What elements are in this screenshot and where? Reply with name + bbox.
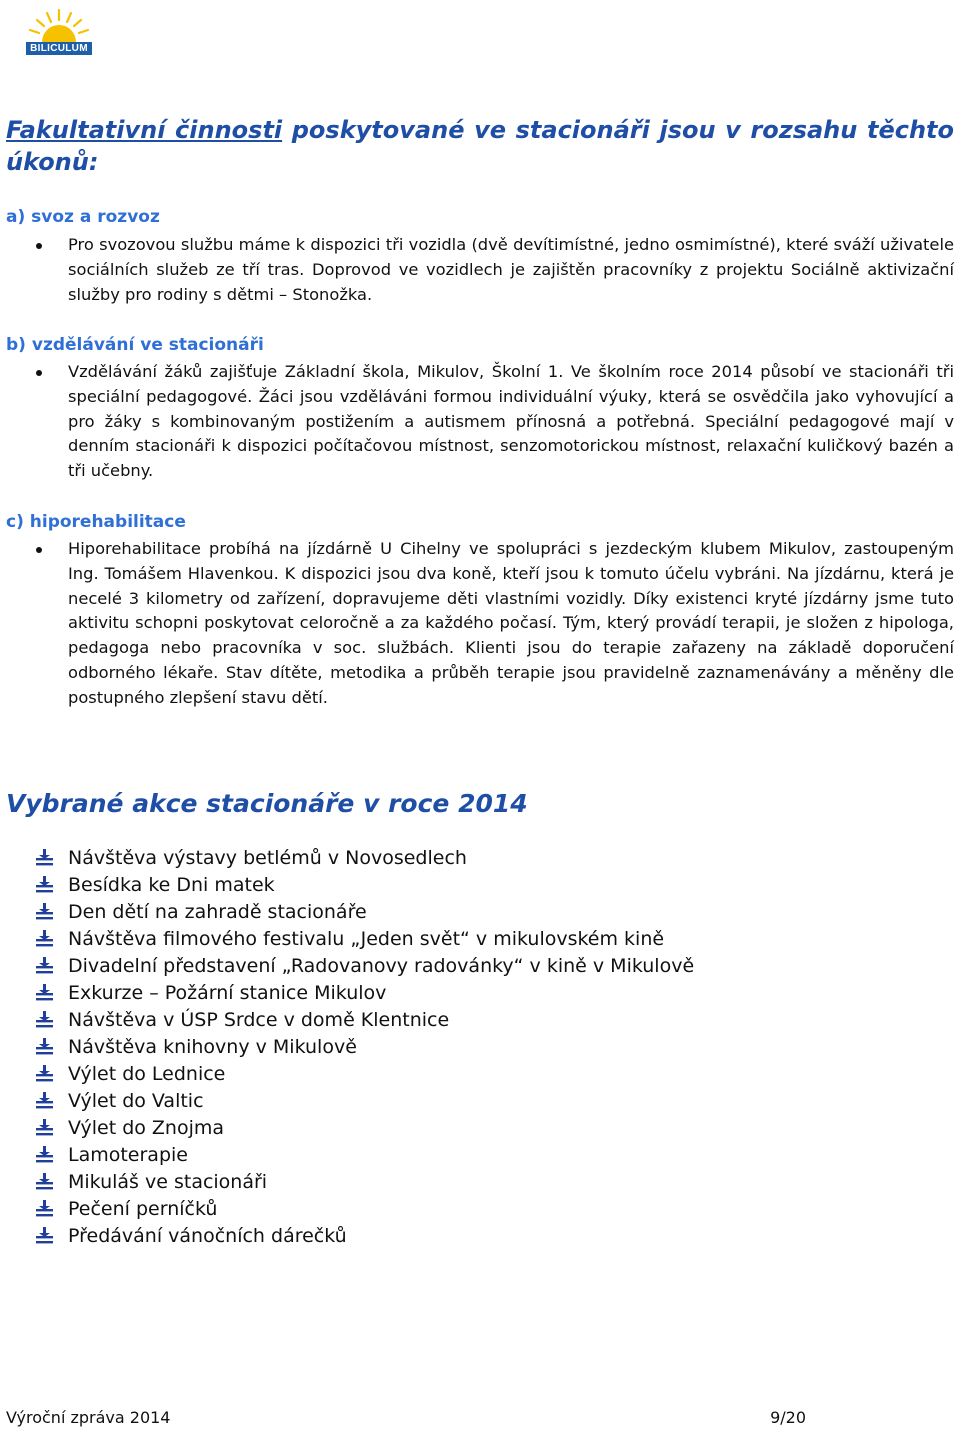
bullet-dot-icon	[36, 243, 42, 249]
arrow-bullet-icon	[36, 849, 53, 867]
arrow-bullet-icon	[36, 1173, 53, 1191]
event-label: Exkurze – Požární stanice Mikulov	[68, 982, 387, 1004]
list-item	[36, 1007, 694, 1034]
arrow-bullet-icon	[36, 930, 53, 948]
event-label: Den dětí na zahradě stacionáře	[68, 901, 367, 923]
event-label: Výlet do Valtic	[68, 1090, 204, 1112]
page-number: 9/20	[770, 1408, 806, 1427]
list-item	[36, 953, 694, 980]
event-label: Lamoterapie	[68, 1144, 188, 1166]
list-item	[36, 1115, 694, 1142]
bullet-paragraph-hiporehabilitace	[68, 537, 954, 711]
arrow-bullet-icon	[36, 1146, 53, 1164]
page-title	[6, 114, 954, 178]
section-heading-vzdelavani: b) vzdělávání ve stacionáři	[6, 335, 264, 355]
title-underlined-part: Fakultativní činnosti	[6, 116, 283, 144]
event-label: Návštěva výstavy betlémů v Novosedlech	[68, 847, 467, 869]
arrow-bullet-icon	[36, 957, 53, 975]
list-item	[36, 872, 694, 899]
event-label: Besídka ke Dni matek	[68, 874, 275, 896]
bullet-paragraph-svoz	[68, 233, 954, 307]
event-label: Výlet do Znojma	[68, 1117, 225, 1139]
event-label: Výlet do Lednice	[68, 1063, 226, 1085]
arrow-bullet-icon	[36, 1092, 53, 1110]
bullet-paragraph-vzdelavani	[68, 360, 954, 484]
footer-report-title: Výroční zpráva 2014	[6, 1408, 171, 1427]
list-item	[36, 1088, 694, 1115]
list-item	[36, 980, 694, 1007]
bullet-dot-icon	[36, 370, 42, 376]
paragraph-text: Hiporehabilitace probíhá na jízdárně U Cihelny ve spolupráci s jezdeckým klubem Mikulov, zastoupeným Ing. Tomášem Hlavenkou. K dispozici jsou dva koně, kteří jsou k tomuto účelu vybráni. Na jízdárnu, která je necelé 3 kilometry od zařízení, dopravujeme děti vlastními vozidly. Díky existenci kryté jízdárny jsme tuto aktivitu schopni poskytovat celoročně a za každého počasí. Tým, který provádí terapii, je složen z hipologa, pedagoga nebo pracovníka v soc. službách. Klienti jsou do terapie zařazeny na základě doporučení odborného lékaře. Stav dítěte, metodika a průběh terapie jsou pravidelně zaznamenávány a měněny dle postupného zlepšení stavu dětí.	[68, 539, 954, 707]
arrow-bullet-icon	[36, 1038, 53, 1056]
list-item	[36, 1196, 694, 1223]
paragraph-text: Vzdělávání žáků zajišťuje Základní škola, Mikulov, Školní 1. Ve školním roce 2014 působí ve stacionáři tři speciální pedagogové. Žáci jsou vzděláváni formou individuální výuky, která se osvědčila jako vyhovující a pro žáky s kombinovaným postižením a autismem přínosná a potřebná. Speciální pedagogové mají v denním stacionáři k dispozici počítačovou místnost, senzomotorickou místnost, relaxační kuličkový bazén a tři učebny.	[68, 362, 954, 481]
sun-icon	[20, 6, 98, 46]
list-item	[36, 926, 694, 953]
event-label: Předávání vánočních dárečků	[68, 1225, 347, 1247]
arrow-bullet-icon	[36, 903, 53, 921]
event-label: Návštěva filmového festivalu „Jeden svět“ v mikulovském kině	[68, 928, 665, 950]
list-item	[36, 845, 694, 872]
arrow-bullet-icon	[36, 1200, 53, 1218]
biliculum-logo	[20, 6, 98, 56]
event-label: Návštěva knihovny v Mikulově	[68, 1036, 357, 1058]
list-item	[36, 1034, 694, 1061]
arrow-bullet-icon	[36, 1227, 53, 1245]
bullet-dot-icon	[36, 547, 42, 553]
list-item	[36, 1061, 694, 1088]
arrow-bullet-icon	[36, 984, 53, 1002]
page-footer	[6, 1407, 806, 1429]
list-item	[36, 1169, 694, 1196]
list-item	[36, 1142, 694, 1169]
arrow-bullet-icon	[36, 1065, 53, 1083]
arrow-bullet-icon	[36, 876, 53, 894]
events-title: Vybrané akce stacionáře v roce 2014	[6, 789, 528, 818]
list-item	[36, 1223, 694, 1250]
list-item	[36, 899, 694, 926]
event-label: Divadelní představení „Radovanovy radovánky“ v kině v Mikulově	[68, 955, 695, 977]
event-label: Pečení perníčků	[68, 1198, 218, 1220]
paragraph-text: Pro svozovou službu máme k dispozici tři vozidla (dvě devítimístné, jedno osmimístné), které sváží uživatele sociálních služeb ze tří tras. Doprovod ve vozidlech je zajištěn pracovníky z projektu Sociálně aktivizační služby pro rodiny s dětmi – Stonožka.	[68, 235, 954, 304]
arrow-bullet-icon	[36, 1011, 53, 1029]
event-label: Návštěva v ÚSP Srdce v domě Klentnice	[68, 1009, 450, 1031]
events-list	[36, 845, 694, 1250]
title-rest: poskytované ve stacionáři jsou v rozsahu těchto úkonů:	[6, 116, 954, 176]
arrow-bullet-icon	[36, 1119, 53, 1137]
section-heading-hiporehabilitace: c) hiporehabilitace	[6, 512, 186, 532]
event-label: Mikuláš ve stacionáři	[68, 1171, 268, 1193]
logo-text: BILICULUM	[26, 42, 92, 55]
section-heading-svoz: a) svoz a rozvoz	[6, 207, 160, 227]
